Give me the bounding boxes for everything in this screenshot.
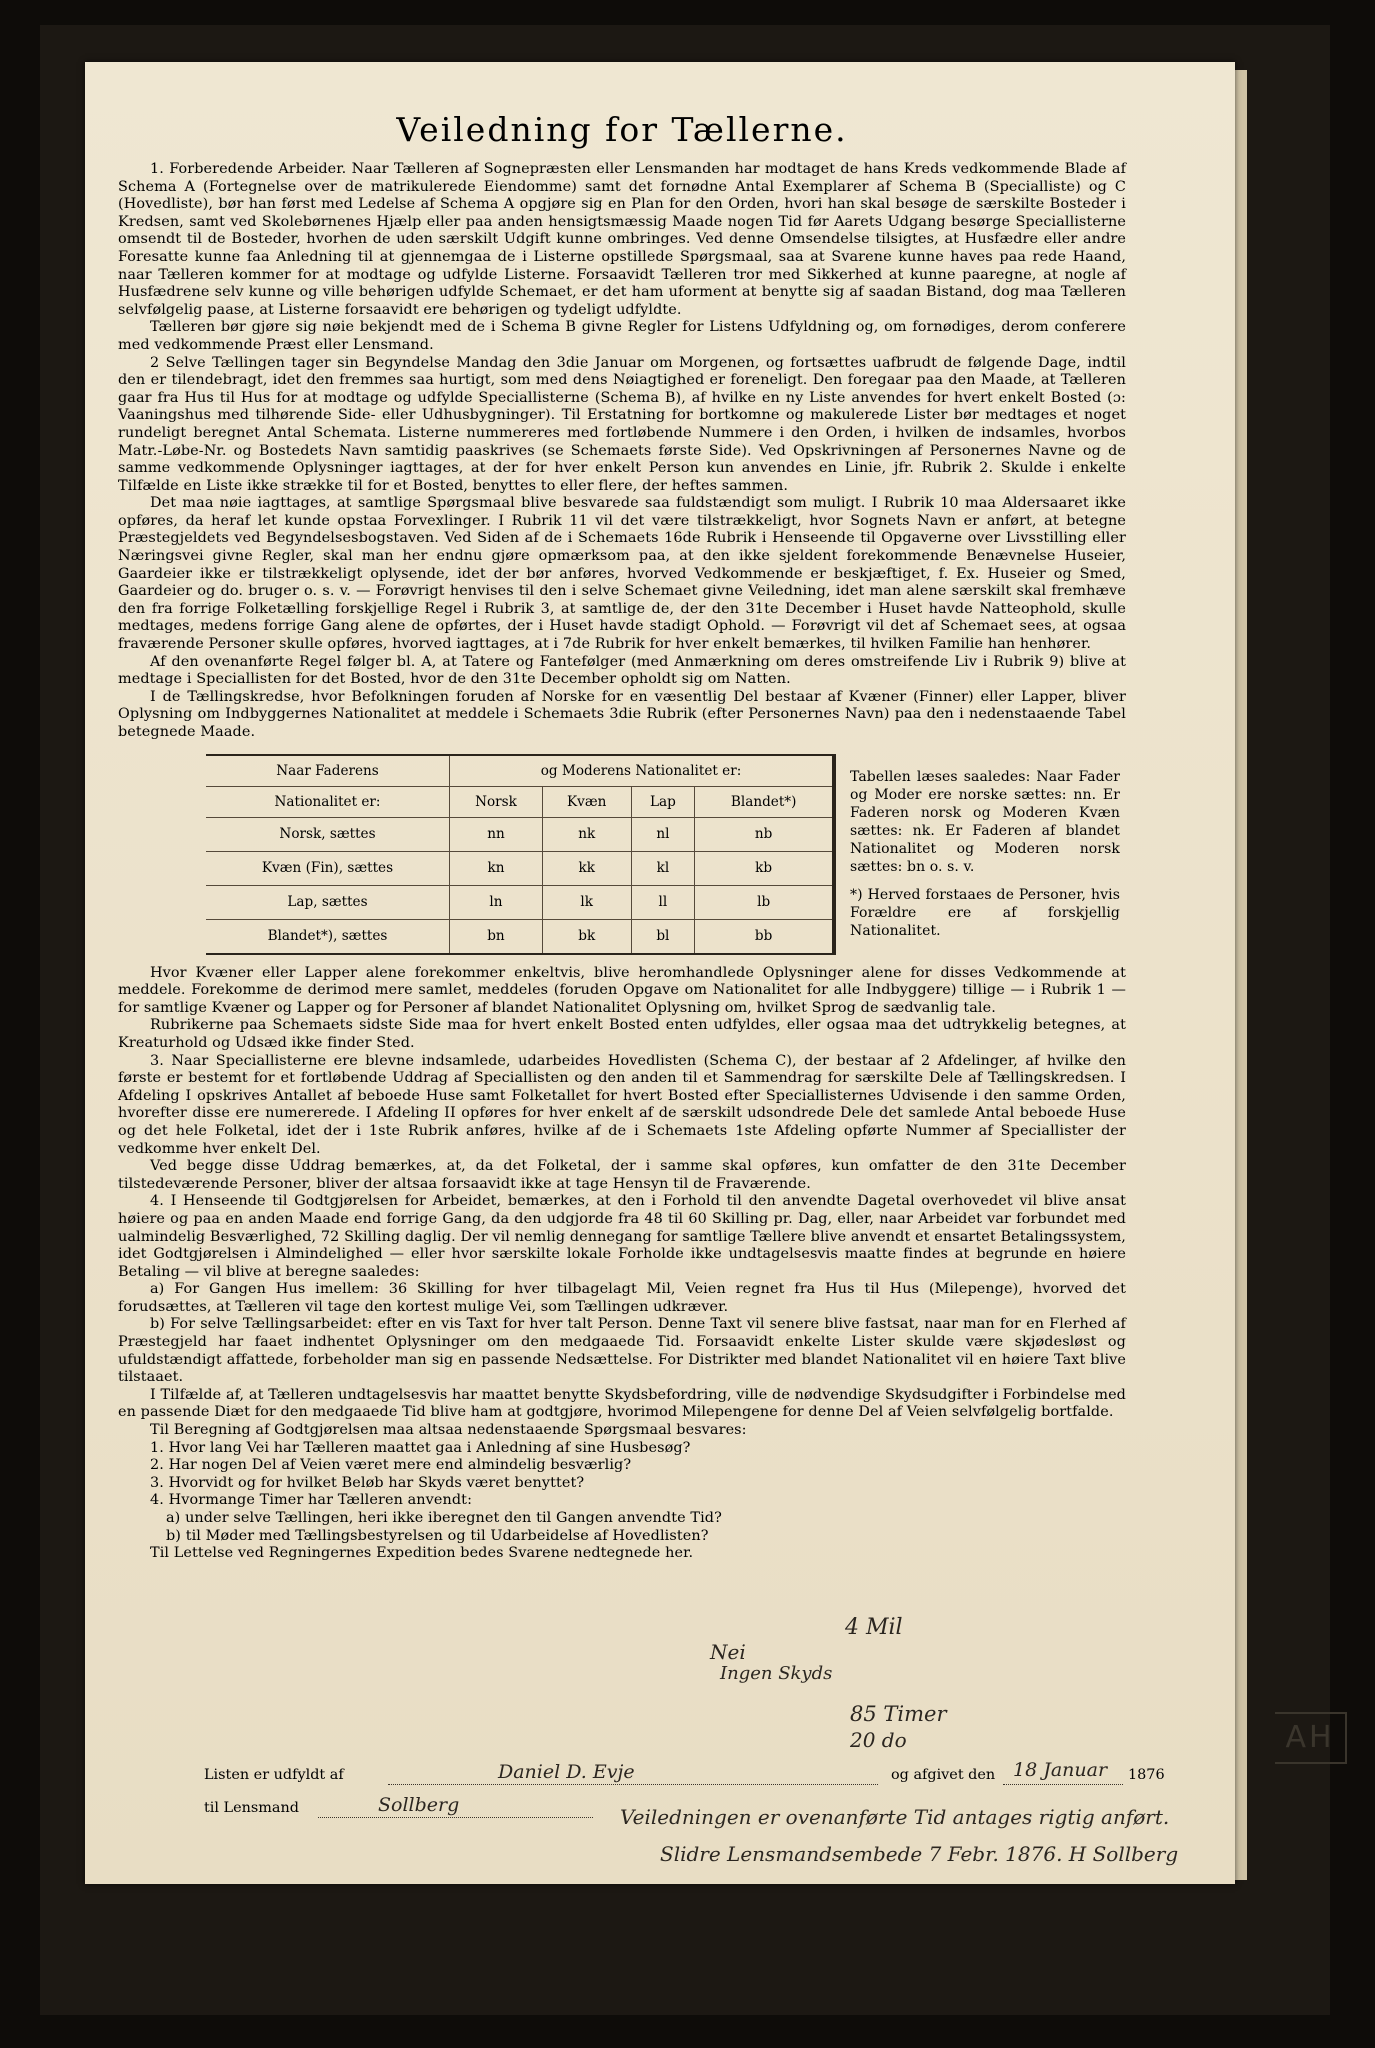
table-cell: bk bbox=[542, 919, 631, 954]
nationality-table-block bbox=[206, 754, 1126, 955]
handwritten-signature: Slidre Lensmandsembede 7 Febr. 1876. H Sollberg bbox=[660, 1842, 1179, 1866]
handwritten-answer-q2: Nei bbox=[710, 1640, 746, 1664]
table-corner-top: Naar Faderens bbox=[206, 755, 450, 787]
section-1-paragraph: 1. Forberedende Arbeider. Naar Tælleren af Sognepræsten eller Lensmanden har modtaget de hans Kreds vedkommende Blade af Schema A (Fortegnelse over de matrikulerede Eiendomme) samt det fornødne Antal Exemplarer af Schema B (Specialliste) og C (Hovedliste), bør han først med Ledelse af Schema A opgjøre sig en Plan for den Orden, hvori han skal besøge de særskilte Bosteder i Kredsen, samt ved Skolebørnenes Hjælp eller paa anden hensigtsmæssig Maade nogen Tid før Aarets Udgang besørge Speciallisterne omsendt til de Bosteder, hvorhen de uden særskilt Udgift kunne ombringes. Ved denne Omsendelse tilsigtes, at Husfædre eller andre Foresatte kunne faa Anledning til at gjennemgaa de i Listerne opstillede Spørgsmaal, saa at Svarene kunne haves paa rede Haand, naar Tælleren kommer for at modtage og udfylde Listerne. Forsaavidt Tælleren tror med Sikkerhed at kunne paaregne, at nogle af Husfædrene selv kunne og ville behørigen udfylde Schemaet, er det ham uforment at benytte sig af saadan Bistand, dog maa Tælleren selvfølgelig paase, at Listerne forsaavidt ere behørigen og tydeligt udfyldte. bbox=[118, 161, 1126, 318]
table-col-header: Lap bbox=[631, 786, 695, 817]
handwritten-answer-q1: 4 Mil bbox=[845, 1615, 903, 1640]
nationality-table bbox=[206, 754, 836, 955]
handwritten-lensmand: Sollberg bbox=[378, 1794, 460, 1816]
closing-line: Til Lettelse ved Regningernes Expedition bedes Svarene nedtegnede her. bbox=[150, 1545, 694, 1562]
question-item: 1. Hvor lang Vei har Tælleren maattet gaa i Anledning af sine Husbesøg? bbox=[150, 1439, 691, 1456]
listen-fill-line bbox=[388, 1784, 878, 1785]
table-cell: kk bbox=[542, 851, 631, 885]
section-3-paragraph: 3. Naar Speciallisterne ere blevne indsamlede, udarbeides Hovedlisten (Schema C), der bestaar af 2 Afdelinger, af hvilke den første er bestemt for et fortløbende Uddrag af Speciallisten og den anden til et Sammendrag for særskilte Dele af Tællingskredsen. I Afdeling I opskrives Antallet af beboede Huse samt Folketallet for hvert Bosted efter Speciallisternes Udvisende i den samme Orden, hvorefter disse ere numererede. I Afdeling II opføres for hver enkelt af de særskilt udsondrede Dele det samlede Antal beboede Huse og det hele Folketal, idet der i 1ste Rubrik anføres, hvilke af de i Schemaets 1ste Afdeling opførte Nummer af Speciallister der vedkomme hver enkelt Del. bbox=[118, 1052, 1126, 1157]
year-label: 1876 bbox=[1128, 1767, 1165, 1783]
table-cell: nk bbox=[542, 817, 631, 851]
handwritten-answer-q4a: 85 Timer bbox=[850, 1702, 947, 1726]
section-4-paragraph-3: Til Beregning af Godtgjørelsen maa altsaa nedenstaaende Spørgsmaal besvares: bbox=[150, 1422, 747, 1439]
section-1-paragraph-2: Tælleren bør gjøre sig nøie bekjendt med de i Schema B givne Regler for Listens Udfyldning og, om fornødiges, derom conferere med vedkommende Præst eller Lensmand. bbox=[118, 319, 1126, 353]
question-item: 4. Hvormange Timer har Tælleren anvendt: bbox=[150, 1492, 473, 1509]
table-row bbox=[206, 817, 834, 851]
section-4-item-b: b) For selve Tællingsarbeidet: efter en vis Taxt for hver talt Person. Denne Taxt vil senere blive fastsat, naar man for en Flerhed af Præstegjeld har faaet indhentet Oplysninger om den medgaaede Tid. Forsaavidt enkelte Lister skulde være skjødesløst og ufuldstændigt affattede, forbeholder man sig en passende Nedsættelse. For Distrikter med blandet Nationalitet vil en høiere Taxt blive tilstaaet. bbox=[118, 1316, 1126, 1386]
table-cell: lb bbox=[695, 885, 834, 919]
handwritten-answer-q3: Ingen Skyds bbox=[720, 1663, 833, 1684]
table-cell: kn bbox=[450, 851, 543, 885]
table-cell: ln bbox=[450, 885, 543, 919]
section-2-paragraph-2: Det maa nøie iagttages, at samtlige Spørgsmaal blive besvarede saa fuldstændigt som muligt. I Rubrik 10 maa Aldersaaret ikke opføres, da heraf let kunde opstaa Forvexlinger. I Rubrik 11 vil det være tilstrækkeligt, hvor Sognets Navn er anført, at betegne Præstegjeldets ved Begyndelsesbogstaven. Ved Siden af de i Schemaets 16de Rubrik i Henseende til Opgaverne over Livsstilling eller Næringsvei givne Regler, skal man her endnu gjøre opmærksom paa, at den ikke sjeldent forekommende Benævnelse Huseier, Gaardeier ikke er tilstrækkeligt oplysende, idet der bør anføres, hvorved Vedkommende er beskjæftiget, f. Ex. Huseier og Smed, Gaardeier og do. bruger o. s. v. — Forøvrigt henvises til den i selve Schemaet givne Veiledning, idet man alene særskilt skal fremhæve den fra forrige Folketælling forskjellige Regel i Rubrik 3, at samtlige de, der den 31te December i Huset havde Natteophold, skulle medtages, medens forrige Gang alene de opførtes, der i Huset havde stadigt Ophold. — Forøvrigt vil det af Schemaet sees, at ogsaa fraværende Personer skulle opføres, hvorved iagttages, at i 7de Rubrik for hver enkelt bemærkes, til hvilken Familie han henhører. bbox=[118, 495, 1126, 653]
table-cell: bl bbox=[631, 919, 695, 954]
table-cell: kl bbox=[631, 851, 695, 885]
table-cell: nn bbox=[450, 817, 543, 851]
lensmand-label: til Lensmand bbox=[204, 1800, 299, 1816]
table-row-label: Norsk, sættes bbox=[206, 817, 450, 851]
table-row bbox=[206, 885, 834, 919]
table-corner-bottom: Nationalitet er: bbox=[206, 786, 450, 817]
table-group-header: og Moderens Nationalitet er: bbox=[450, 755, 835, 787]
table-col-header: Blandet*) bbox=[695, 786, 834, 817]
question-item: 2. Har nogen Del af Veien været mere end almindelig besværlig? bbox=[150, 1457, 632, 1474]
lensmand-fill-line bbox=[318, 1817, 593, 1818]
table-cell: nb bbox=[695, 817, 834, 851]
edge-mark: AH bbox=[1275, 1712, 1347, 1764]
table-cell: bn bbox=[450, 919, 543, 954]
section-2-paragraph: 2 Selve Tællingen tager sin Begyndelse Mandag den 3die Januar om Morgenen, og fortsættes uafbrudt de følgende Dage, indtil den er tilendebragt, idet den fremmes saa hurtigt, som med dens Nøiagtighed er foreneligt. Den foregaar paa den Maade, at Tælleren gaar fra Hus til Hus for at modtage og udfylde Speciallisterne (Schema B), af hvilke en ny Liste anvendes for hvert enkelt Bosted (ɔ: Vaaningshus med tilhørende Side- eller Udhusbygninger). Til Erstatning for bortkomne og makulerede Lister bør medtages et noget rundeligt beregnet Antal Schemata. Listerne nummereres med fortløbende Nummere i den Orden, i hvilken de indsamles, hvorbos Matr.-Løbe-Nr. og Bostedets Navn samtidig paaskrives (se Schemaets første Side). Ved Opskrivningen af Personernes Navne og de samme vedkommende Oplysninger iagttages, at der for hver enkelt Person kun anvendes en Linie, jfr. Rubrik 2. Skulde i enkelte Tilfælde en Liste ikke strække til for et Bosted, benyttes to eller flere, der heftes sammen. bbox=[118, 354, 1126, 494]
afgivet-label: og afgivet den bbox=[891, 1767, 996, 1783]
section-4-paragraph-2: I Tilfælde af, at Tælleren undtagelsesvis har maattet benytte Skydsbefordring, ville de nødvendige Skydsudgifter i Forbindelse med en passende Diæt for den medgaaede Tid blive ham at godtgjøre, hvorimod Milepengene for denne Del af Veien selvfølgelig bortfalde. bbox=[118, 1386, 1126, 1421]
section-4-paragraph: 4. I Henseende til Godtgjørelsen for Arbeidet, bemærkes, at den i Forhold til den anvendte Dagetal overhovedet vil blive ansat høiere og paa en anden Maade end forrige Gang, da den udgjorde fra 48 til 60 Skilling pr. Dag, eller, naar Arbeidet var forbundet med ualmindelig Besværlighed, 72 Skilling daglig. Der vil nemlig dennegang for samtlige Tællere blive anvendt et ensartet Betalingssystem, idet Godtgjørelsen i Almindelighed — eller hvor særskilte lokale Forholde ikke undtagelsesvis maatte findes at begrunde en høiere Betaling — vil blive at beregne saaledes: bbox=[118, 1193, 1126, 1280]
table-cell: kb bbox=[695, 851, 834, 885]
document-content bbox=[118, 110, 1126, 1563]
handwritten-date: 18 Januar bbox=[1013, 1759, 1108, 1781]
page-edge bbox=[1235, 70, 1247, 1880]
handwritten-filled-by: Daniel D. Evje bbox=[498, 1761, 635, 1783]
listen-label: Listen er udfyldt af bbox=[204, 1767, 344, 1783]
table-cell: lk bbox=[542, 885, 631, 919]
table-row bbox=[206, 919, 834, 954]
table-cell: nl bbox=[631, 817, 695, 851]
question-item: b) til Møder med Tællingsbestyrelsen og til Udarbeidelse af Hovedlisten? bbox=[166, 1527, 709, 1544]
question-item: 3. Hvorvidt og for hvilket Beløb har Skyds været benyttet? bbox=[150, 1474, 585, 1491]
table-cell: bb bbox=[695, 919, 834, 954]
page-title: Veiledning for Tællerne. bbox=[396, 110, 848, 149]
table-row-label: Blandet*), sættes bbox=[206, 919, 450, 954]
question-list bbox=[118, 1440, 1126, 1546]
table-row bbox=[206, 851, 834, 885]
table-col-header: Norsk bbox=[450, 786, 543, 817]
afgivet-fill-line bbox=[1003, 1784, 1123, 1785]
section-2-paragraph-4: I de Tællingskredse, hvor Befolkningen foruden af Norske for en væsentlig Del bestaar af Kvæner (Finner) eller Lapper, bliver Oplysning om Indbyggernes Nationalitet at meddele i Schemaets 3die Rubrik (efter Personernes Navn) paa den i nedenstaaende Tabel betegnede Maade. bbox=[118, 688, 1126, 740]
table-row-label: Lap, sættes bbox=[206, 885, 450, 919]
question-item: a) under selve Tællingen, heri ikke iberegnet den til Gangen anvendte Tid? bbox=[166, 1510, 722, 1526]
table-cell: ll bbox=[631, 885, 695, 919]
section-2-paragraph-3: Af den ovenanførte Regel følger bl. A, at Tatere og Fantefølger (med Anmærkning om deres omstreifende Liv i Rubrik 9) blive at medtage i Speciallisten for det Bosted, hvor de den 31te December opholdt sig om Natten. bbox=[118, 653, 1126, 688]
handwritten-note: Veiledningen er ovenanførte Tid antages rigtig anført. bbox=[620, 1805, 1170, 1829]
table-notes bbox=[850, 754, 1120, 955]
table-note-reading: Tabellen læses saaledes: Naar Fader og Moder ere norske sættes: nn. Er Faderen norsk og Moderen Kvæn sættes: nk. Er Faderen af blandet Nationalitet og Moderen norsk sættes: bn o. s. v. bbox=[850, 768, 1120, 875]
section-4-item-a: a) For Gangen Hus imellem: 36 Skilling for hver tilbagelagt Mil, Veien regnet fra Hus til Hus (Milepenge), hvorved det forudsættes, at Tælleren vil tage den kortest mulige Vei, som Tællingen udkræver. bbox=[118, 1281, 1126, 1315]
section-3-paragraph-2: Ved begge disse Uddrag bemærkes, at, da det Folketal, der i samme skal opføres, kun omfatter de den 31te December tilstedeværende Personer, bliver der altsaa forsaavidt ikke at tage Hensyn til de Fraværende. bbox=[118, 1158, 1126, 1192]
table-note-footnote: *) Herved forstaaes de Personer, hvis Forældre ere af forskjellig Nationalitet. bbox=[850, 886, 1120, 939]
handwritten-answer-q4b: 20 do bbox=[850, 1728, 907, 1752]
table-row-label: Kvæn (Fin), sættes bbox=[206, 851, 450, 885]
table-col-header: Kvæn bbox=[542, 786, 631, 817]
after-table-paragraph-2: Rubrikerne paa Schemaets sidste Side maa for hvert enkelt Bosted enten udfyldes, eller ogsaa maa det udtrykkelig betegnes, at Kreaturhold og Udsæd ikke finder Sted. bbox=[118, 1017, 1126, 1051]
after-table-paragraph: Hvor Kvæner eller Lapper alene forekommer enkeltvis, blive heromhandlede Oplysninger alene for disses Vedkommende at meddele. Forekomme de derimod mere samlet, meddeles (foruden Opgave om Nationalitet for alle Indbyggere) tillige — i Rubrik 1 — for samtlige Kvæner og Lapper og for Personer af blandet Nationalitet Oplysning om, hvilket Sprog de sædvanlig tale. bbox=[118, 964, 1126, 1016]
